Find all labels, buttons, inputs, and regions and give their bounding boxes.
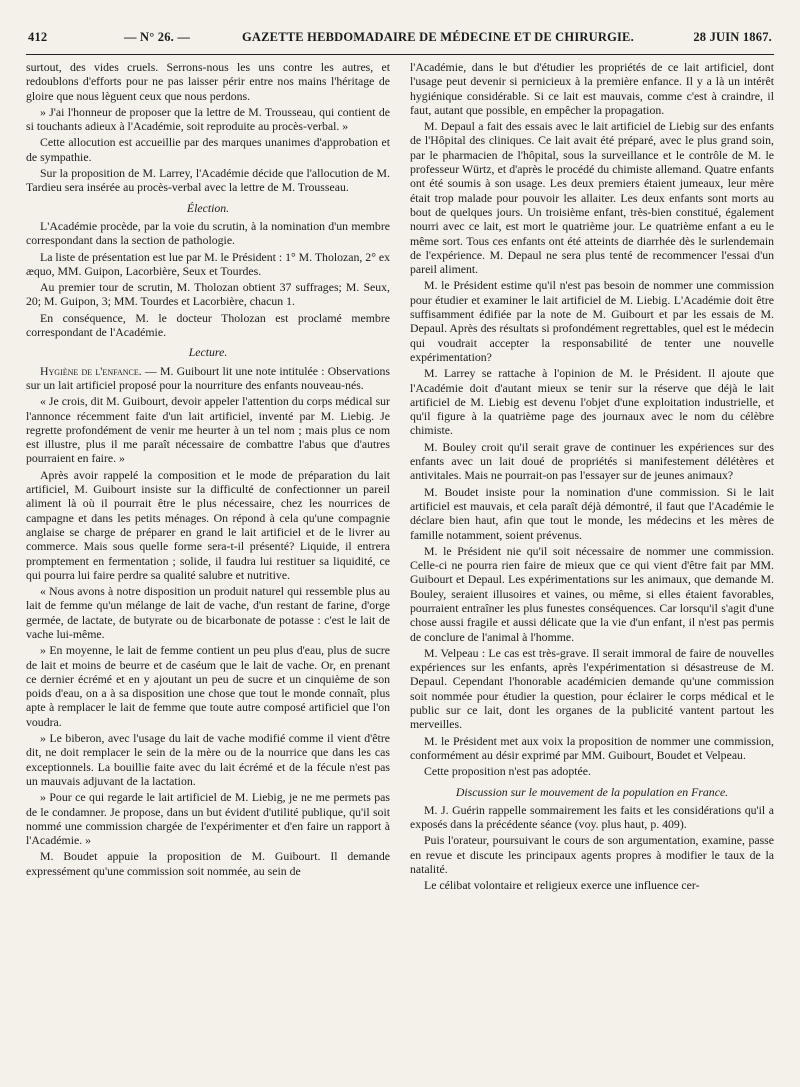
paragraph: En conséquence, M. le docteur Tholozan est proclamé membre correspondant de l'Académie.: [26, 310, 390, 340]
paragraph: M. le Président met aux voix la proposition de nommer une commission, conformément au désir exprimé par MM. Guibourt, Boudet et Velpeau.: [410, 733, 774, 762]
paragraph: Le célibat volontaire et religieux exerce une influence cer-: [424, 878, 700, 893]
paragraph: M. le Président nie qu'il soit nécessaire de nommer une commission. Celle-ci ne pourra rien faire de mieux que ce qui vient d'être fait par MM. Guibourt et Depaul. Les expérimentations sur les animaux, que demande M. Bouley, seraient illusoires et vaines, ou même, si elles étaient favorables, pourraient entraîner les plus funestes conséquences. Car lorsqu'il s'agit d'une chose aussi fragile et aussi délicate que la vie d'un enfant, il n'est pas permis de conclure de l'animal à l'homme.: [410, 543, 774, 644]
lead-text: — M. Guibourt lit une note intitulée : Observations sur un lait artificiel proposé pour la nourriture des enfants nouveau-nés.: [26, 363, 390, 392]
issue-date: 28 JUIN 1867.: [693, 30, 772, 44]
paragraph: M. Boudet insiste pour la nomination d'une commission. Si le lait artificiel est mauvais, et cela paraît déjà démontré, il faut que l'Académie le déclare bien haut, afin que tout le monde, les médecins et les mères de famille notamment, soient prévenus.: [410, 484, 774, 542]
paragraph: M. Velpeau : Le cas est très-grave. Il serait immoral de faire de nouvelles expériences sur les enfants, après l'expérimentation si désastreuse de M. Depaul. Cependant l'honorable académicien demande qu'une commission soit nommée pour étudier la question, pour éclairer le corps médical et le public sur ce lait, dont les organes de la publicité vantent partout les merveilles.: [410, 645, 774, 732]
paragraph: M. Boudet appuie la proposition de M. Guibourt. Il demande expressément qu'une commission soit nommée, au sein de: [26, 849, 390, 878]
paragraph: l'Académie, dans le but d'étudier les propriétés de ce lait artificiel, dont l'usage peut devenir si pernicieux à la première enfance. Il y a là un intérêt hygiénique considérable. Si ce lait est mauvais, comme c'est à craindre, il faut, autant que possible, en empêcher la propagation.: [410, 60, 774, 117]
paragraph: M. J. Guérin rappelle sommairement les faits et les considérations qu'il a exposés dans la précédente séance (voy. plus haut, p. 409).: [410, 802, 774, 832]
paragraph: » Le biberon, avec l'usage du lait de vache modifié comme il vient d'être dit, ne doit remplacer le sein de la mère ou de la nourrice que dans les cas exceptionnels. La bouillie faite avec du lait écrémé et de la fécule n'est pas un mauvais adjuvant de la lactation.: [26, 731, 390, 788]
paragraph: M. Depaul a fait des essais avec le lait artificiel de Liebig sur des enfants de l'Hôpital des cliniques. Ce lait avait été préparé, avec le plus grand soin, par le pharmacien de l'hôpital, sous la surveillance et le contrôle de M. le professeur Würtz, et d'après le procédé du chimiste allemand. Quatre enfants ont été soumis à son usage. Les deux premiers étaient jumeaux, leur mère était trop malade pour pouvoir les allaiter. Les deux enfants sont morts au bout de quelques jours. Un troisième enfant, très-bien constitué, également nourri avec ce lait, est mort le quatrième jour. Le quatrième enfant a eu le même sort. Tous ces enfants ont été atteints de diarrhée dès le surlendemain de l'expérience. M. Depaul ne sera plus tenté de recommencer l'essai d'un pareil aliment.: [410, 119, 774, 277]
right-column: [410, 60, 774, 895]
paragraph: » J'ai l'honneur de proposer que la lettre de M. Trousseau, qui contient de si touchants adieux à l'Académie, soit reproduite au procès-verbal. »: [26, 104, 390, 134]
journal-title: GAZETTE HEBDOMADAIRE DE MÉDECINE ET DE CHIRURGIE.: [242, 30, 634, 44]
paragraph: M. Larrey se rattache à l'opinion de M. le Président. Il ajoute que l'Académie doit d'autant mieux se tenir sur la réserve que déjà le lait artificiel de M. Liebig est devenu l'objet d'une exploitation industrielle, et qu'il figure à la quatrième page des journaux avec le nom du célèbre chimiste.: [410, 366, 774, 438]
paragraph: Cette allocution est accueillie par des marques unanimes d'approbation et de sympathie.: [26, 135, 390, 164]
header-rule: [26, 54, 774, 55]
paragraph: L'Académie procède, par la voie du scrutin, à la nomination d'un membre correspondant dans la section de pathologie.: [26, 218, 390, 248]
paragraph: surtout, des vides cruels. Serrons-nous les uns contre les autres, et redoublons d'efforts pour ne pas laisser périr entre nos mains l'héritage de gloire que nous lèguent ceux que nous perdons.: [26, 60, 390, 103]
paragraph: Au premier tour de scrutin, M. Tholozan obtient 37 suffrages; M. Seux, 20; M. Guipon, 3; MM. Tourdes et Lacorbière, chacun 1.: [26, 280, 390, 309]
page-header: [26, 30, 774, 50]
paragraph: » En moyenne, le lait de femme contient un peu plus d'eau, plus de sucre de lait et moins de beurre et de caséum que le lait de vache. Or, en prenant ce dernier écrémé et en y ajoutant un peu de sucre et un cinquième de son poids d'eau, on a à sa disposition une chose que tout le monde connaît, plus apte à remplacer le lait de femme que toute autre composé artificiel que l'on voudra.: [26, 643, 390, 729]
paragraph: « Nous avons à notre disposition un produit naturel qui ressemble plus au lait de femme qu'un mélange de lait de vache, d'un restant de farine, d'orge germée, de lactate, de butyrate ou de bicarbonate de potasse : c'est le lait de vache lui-même.: [26, 584, 390, 641]
paragraph: M. le Président estime qu'il n'est pas besoin de nommer une commission pour étudier et examiner le lait artificiel de M. Liebig. L'Académie doit être suffisamment édifiée par la note de M. Guibourt et par les essais de M. Depaul. Après des résultats si profondément regrettables, quel est le médecin qui voudrait accepter la responsabilité de tenter une nouvelle expérimentation?: [410, 278, 774, 364]
paragraph: Sur la proposition de M. Larrey, l'Académie décide que l'allocution de M. Tardieu sera insérée au procès-verbal avec la lettre de M. Trousseau.: [26, 166, 390, 195]
paragraph: Cette proposition n'est pas adoptée.: [424, 764, 591, 779]
paragraph: « Je crois, dit M. Guibourt, devoir appeler l'attention du corps médical sur l'annonce récemment faite d'un lait artificiel, inventé par M. Liebig. Je regrette profondément de venir me heurter à un tel nom ; mais plus ce nom est illustre, plus il me paraît nécessaire de combattre l'abus que d'autres pourraient en faire. »: [26, 394, 390, 466]
paragraph: M. Bouley croit qu'il serait grave de continuer les expériences sur des enfants avec un lait doué de propriétés si manifestement délétères et antivitales. Mais ne pourrait-on pas l'essayer sur de jeunes animaux?: [410, 439, 774, 483]
paragraph: » Pour ce qui regarde le lait artificiel de M. Liebig, je ne me permets pas de le condamner. Je propose, dans un but évident d'utilité publique, qu'il soit nommé une commission chargée de l'expérimenter et d'en faire un rapport à l'Académie. »: [26, 790, 390, 848]
paragraph: La liste de présentation est lue par M. le Président : 1° M. Tholozan, 2° ex æquo, MM. Guipon, Lacorbière, Seux et Tourdes.: [26, 249, 390, 278]
page-number: 412: [28, 30, 48, 44]
section-heading-lecture: Lecture.: [188, 345, 228, 360]
paragraph: Puis l'orateur, poursuivant le cours de son argumentation, examine, passe en revue et discute les principaux agents propres à modifier le taux de la natalité.: [410, 833, 774, 877]
lead-title: Hygiène de l'enfance.: [40, 363, 142, 378]
section-heading-election: Élection.: [186, 200, 230, 215]
paragraph-hygiene: [26, 364, 390, 393]
left-column: [26, 60, 390, 880]
paragraph: Après avoir rappelé la composition et le mode de préparation du lait artificiel, M. Guibourt insiste sur la difficulté de confectionner un pareil aliment là où il pourrait être le plus nécessaire, chez les nourrices de campagne et dans les petits ménages. On répond à cela qu'une compagnie anglaise se charge de préparer en grand le lait artificiel et de le livrer au commerce. Mais sous quelle forme sera-t-il présenté? Liquide, il entrera promptement en fermentation ; solide, il faudra lui restituer sa liquidité, ce qui pourra lui faire perdre sa qualité salubre et nutritive.: [26, 467, 390, 582]
section-heading-discussion: Discussion sur le mouvement de la population en France.: [455, 784, 729, 799]
issue-number: — N° 26. —: [124, 30, 191, 44]
